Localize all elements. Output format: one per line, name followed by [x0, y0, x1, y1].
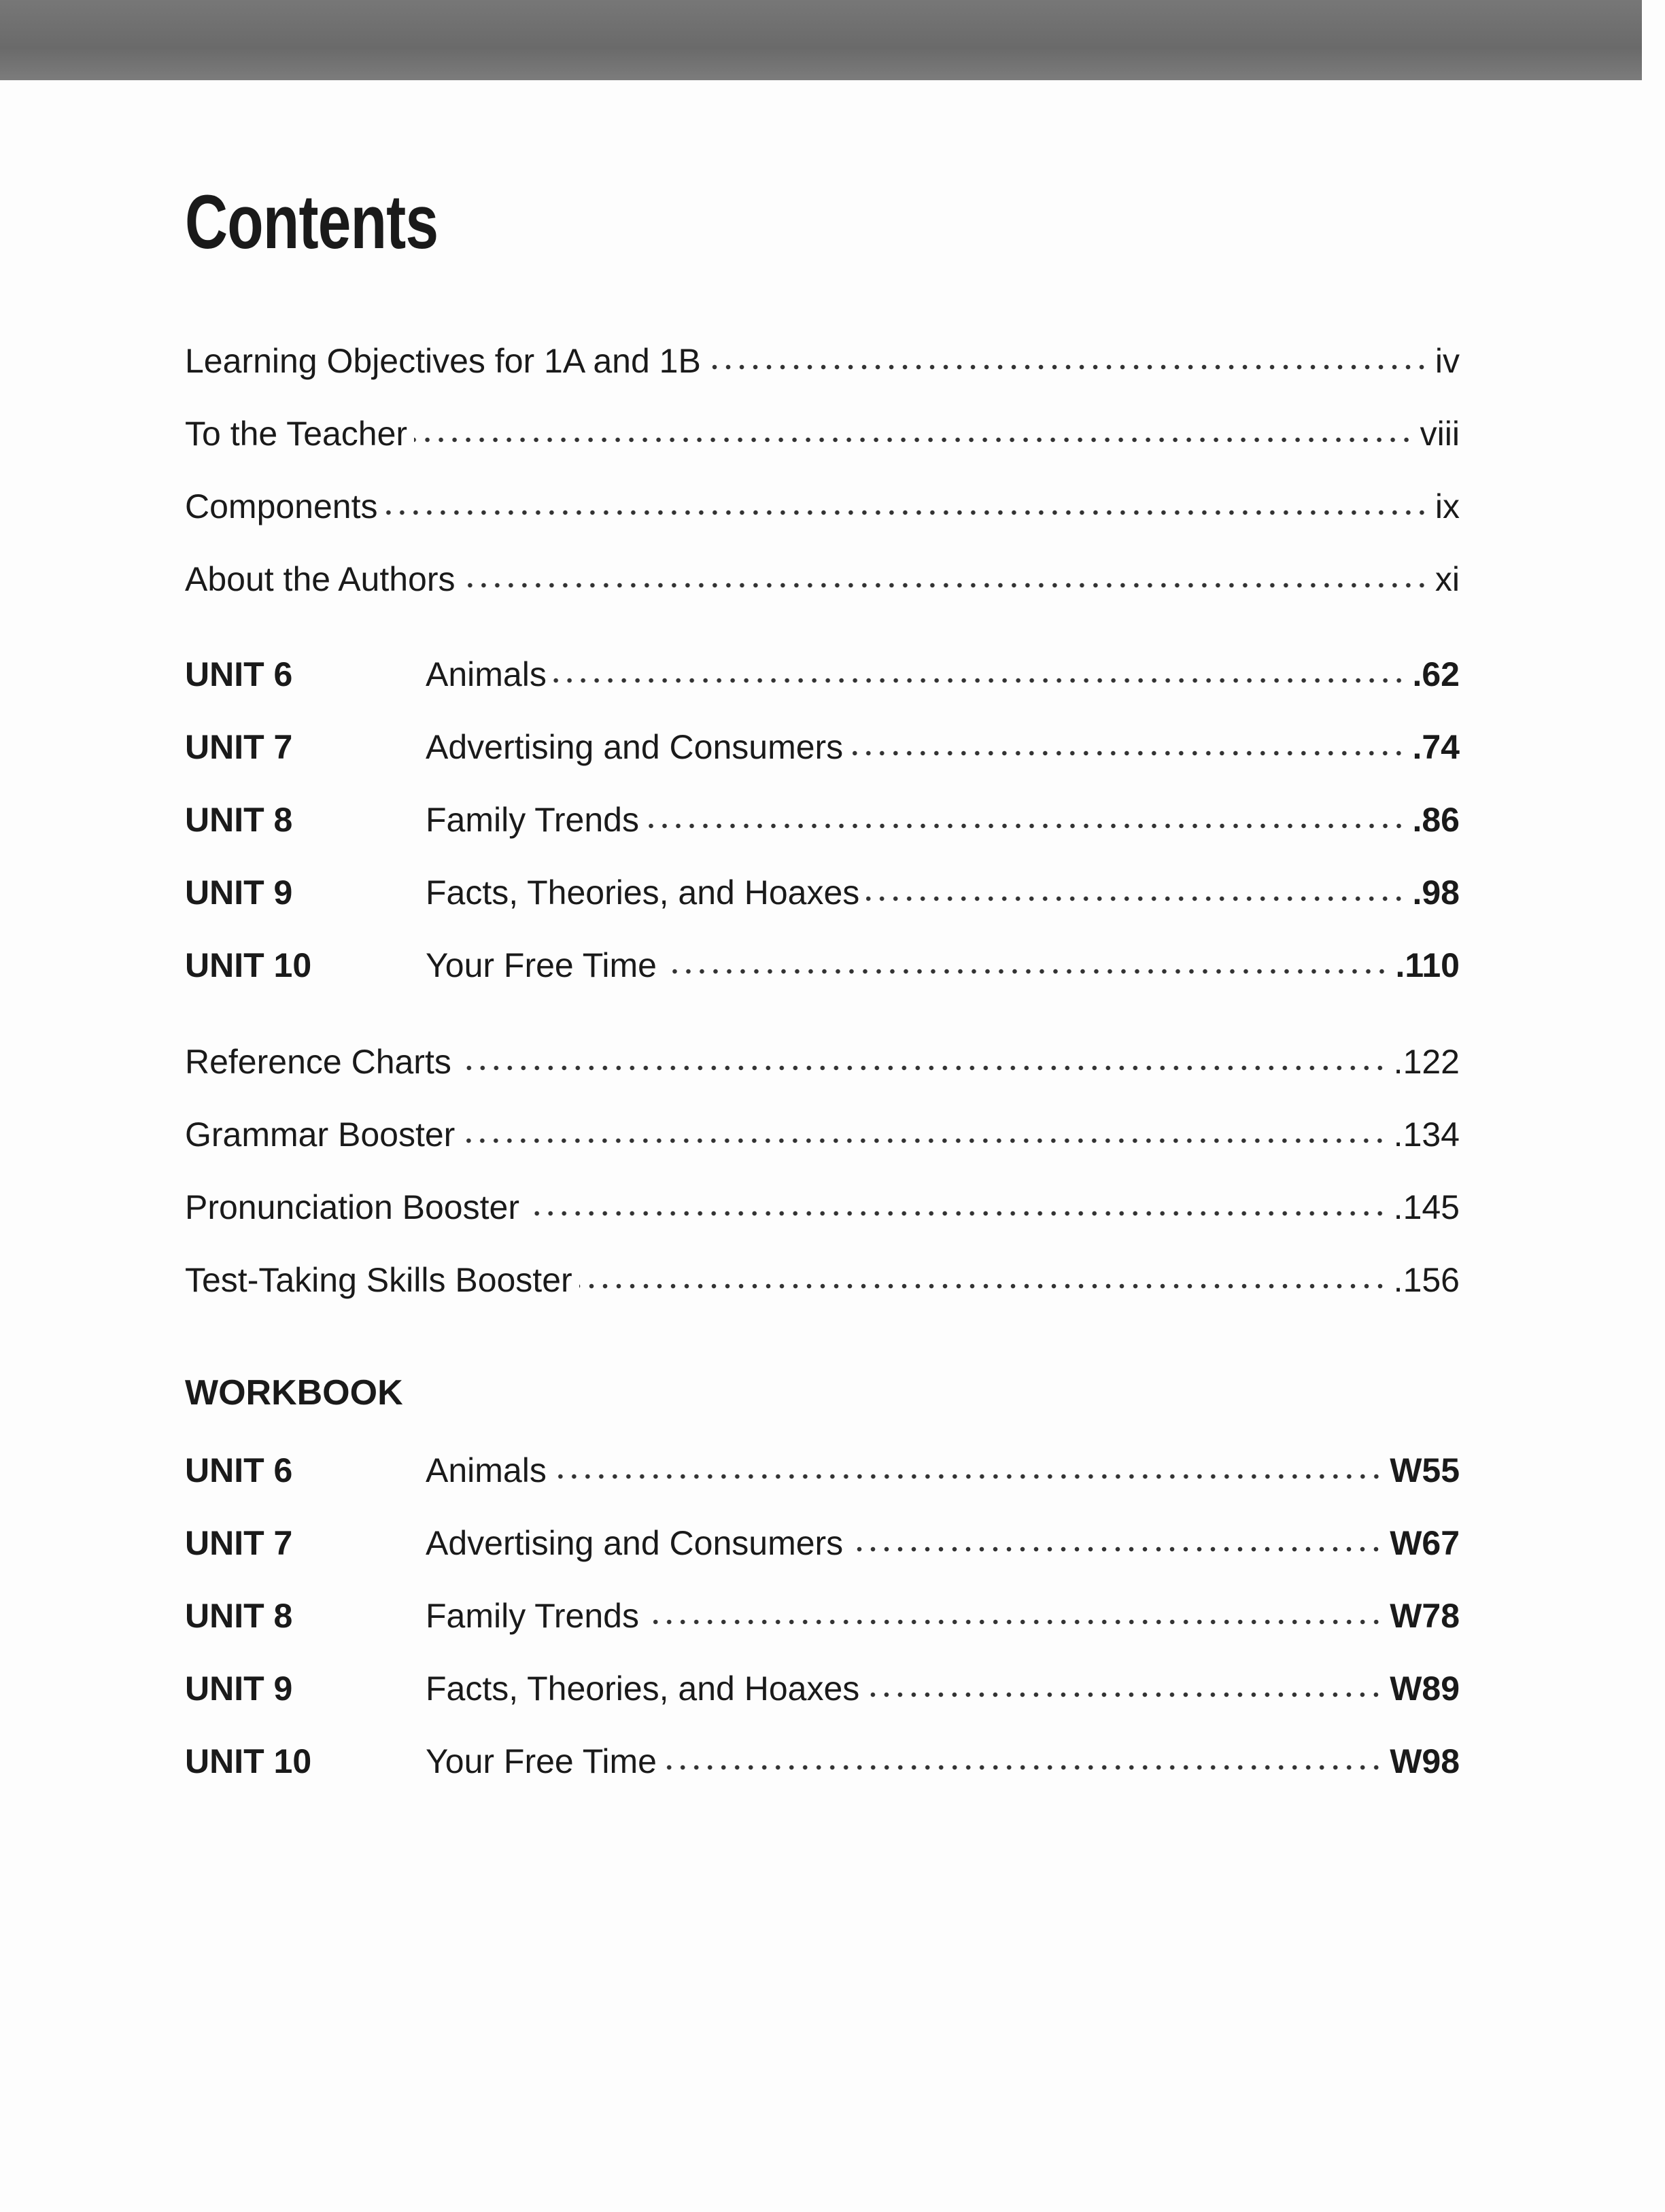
dot-leader	[553, 678, 1406, 683]
dot-leader	[458, 1065, 1387, 1071]
page-number: iv	[1435, 342, 1460, 380]
toc-entry[interactable]	[185, 1738, 1460, 1785]
entry-title: Your Free Time	[426, 946, 657, 984]
toc-entry[interactable]	[185, 1111, 1460, 1158]
page-number: W89	[1390, 1670, 1460, 1708]
toc-entry[interactable]	[185, 483, 1460, 530]
entry-title: About the Authors	[185, 560, 456, 598]
entry-title: Pronunciation Booster	[185, 1188, 519, 1226]
dot-leader	[664, 1765, 1383, 1770]
workbook-heading: WORKBOOK	[185, 1373, 403, 1413]
page-number: W98	[1390, 1742, 1460, 1780]
unit-number: UNIT 6	[185, 1451, 293, 1489]
unit-number: UNIT 9	[185, 874, 293, 912]
unit-number: UNIT 6	[185, 655, 293, 693]
dot-leader	[579, 1283, 1387, 1289]
page-number: xi	[1435, 560, 1460, 598]
entry-title: Test-Taking Skills Booster	[185, 1261, 572, 1299]
page-number: .145	[1393, 1188, 1460, 1226]
toc-entry[interactable]	[185, 869, 1460, 916]
dot-leader	[462, 583, 1428, 588]
toc-entry[interactable]	[185, 1447, 1460, 1494]
page-number: W55	[1390, 1451, 1460, 1489]
page-number: .134	[1393, 1116, 1460, 1154]
page-number: .98	[1412, 874, 1460, 912]
toc-entry[interactable]	[185, 410, 1460, 457]
toc-entry[interactable]	[185, 1665, 1460, 1712]
page-number: .86	[1412, 801, 1460, 839]
entry-title: Family Trends	[426, 1597, 639, 1635]
entry-title: Family Trends	[426, 801, 639, 839]
page-number: W78	[1390, 1597, 1460, 1635]
page-number: viii	[1420, 415, 1460, 453]
entry-title: Animals	[426, 655, 547, 693]
entry-title: Learning Objectives for 1A and 1B	[185, 342, 701, 380]
entry-title: Grammar Booster	[185, 1116, 456, 1154]
scan-top-bar	[0, 0, 1642, 80]
page-number: .122	[1393, 1043, 1460, 1081]
toc-entry[interactable]	[185, 941, 1460, 989]
entry-title: Advertising and Consumers	[426, 1524, 844, 1562]
toc-entry[interactable]	[185, 1256, 1460, 1304]
dot-leader	[553, 1474, 1383, 1479]
page-number: .62	[1412, 655, 1460, 693]
entry-title: Components	[185, 487, 378, 525]
toc-entry[interactable]	[185, 1183, 1460, 1231]
dot-leader	[850, 750, 1405, 756]
page-number: .110	[1395, 946, 1460, 984]
unit-number: UNIT 8	[185, 801, 293, 839]
unit-number: UNIT 9	[185, 1670, 293, 1708]
toc-entry[interactable]	[185, 723, 1460, 771]
dot-leader	[385, 510, 1428, 515]
entry-title: Facts, Theories, and Hoaxes	[426, 874, 860, 912]
page-title: Contents	[185, 179, 439, 264]
dot-leader	[866, 896, 1405, 901]
unit-number: UNIT 10	[185, 1742, 312, 1780]
dot-leader	[646, 823, 1406, 829]
toc-entry[interactable]	[185, 1592, 1460, 1640]
entry-title: Your Free Time	[426, 1742, 657, 1780]
toc-entry[interactable]	[185, 1038, 1460, 1086]
dot-leader	[526, 1211, 1387, 1216]
page-number: .74	[1412, 728, 1460, 766]
dot-leader	[414, 437, 1413, 443]
dot-leader	[646, 1619, 1383, 1625]
dot-leader	[664, 969, 1388, 974]
toc-entry[interactable]	[185, 651, 1460, 698]
unit-number: UNIT 10	[185, 946, 312, 984]
unit-number: UNIT 7	[185, 1524, 293, 1562]
page-number: .156	[1393, 1261, 1460, 1299]
dot-leader	[850, 1546, 1383, 1552]
page-number: ix	[1435, 487, 1460, 525]
dot-leader	[708, 364, 1428, 370]
toc-entry[interactable]	[185, 796, 1460, 844]
entry-title: Reference Charts	[185, 1043, 451, 1081]
entry-title: Facts, Theories, and Hoaxes	[426, 1670, 860, 1708]
toc-entry[interactable]	[185, 555, 1460, 603]
toc-entry[interactable]	[185, 337, 1460, 385]
toc-entry[interactable]	[185, 1519, 1460, 1567]
dot-leader	[462, 1138, 1386, 1143]
dot-leader	[866, 1692, 1383, 1697]
entry-title: To the Teacher	[185, 415, 408, 453]
unit-number: UNIT 7	[185, 728, 293, 766]
entry-title: Animals	[426, 1451, 547, 1489]
unit-number: UNIT 8	[185, 1597, 293, 1635]
page-number: W67	[1390, 1524, 1460, 1562]
entry-title: Advertising and Consumers	[426, 728, 844, 766]
